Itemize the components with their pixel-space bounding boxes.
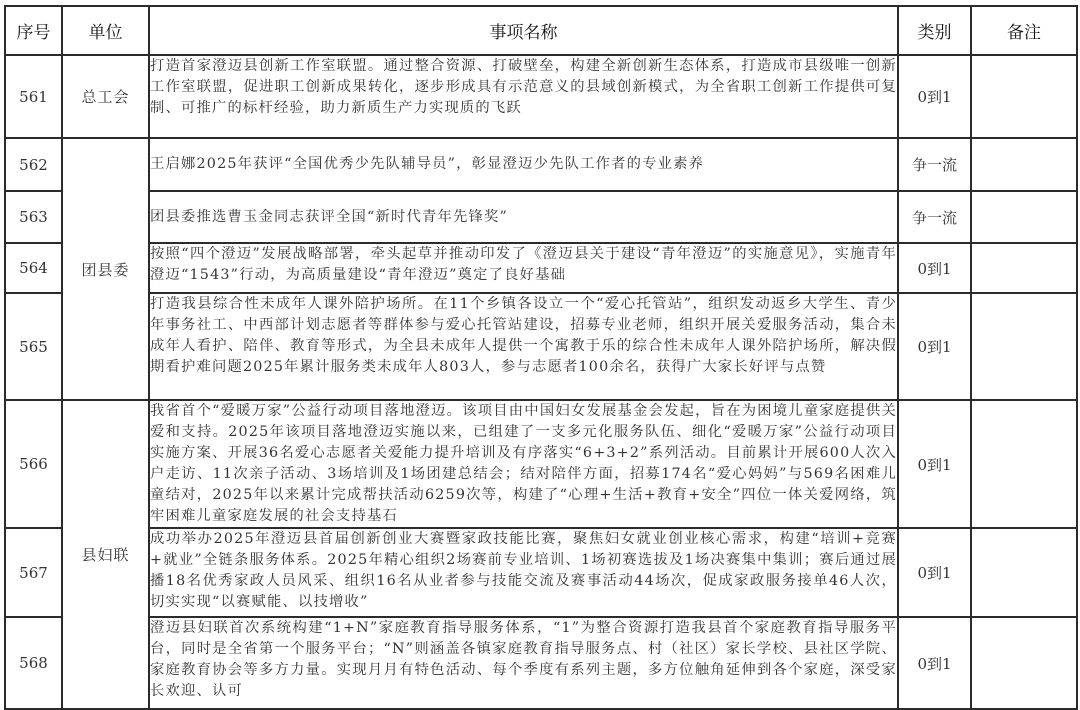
row-item: 团县委推选曹玉金同志获评全国“新时代青年先锋奖” <box>149 191 898 243</box>
header-index: 序号 <box>5 6 62 55</box>
row-category: 争一流 <box>898 138 971 191</box>
row-note <box>971 617 1077 709</box>
header-unit: 单位 <box>62 6 149 55</box>
table-row <box>5 138 1077 191</box>
table-row <box>5 293 1077 400</box>
table-row <box>5 617 1077 709</box>
row-index: 562 <box>5 138 62 191</box>
row-unit-merged: 县妇联 <box>62 400 149 709</box>
row-index: 564 <box>5 243 62 293</box>
row-note <box>971 528 1077 617</box>
row-note <box>971 55 1077 138</box>
table-row <box>5 191 1077 243</box>
header-row <box>5 6 1077 55</box>
row-category: 0到1 <box>898 528 971 617</box>
header-note: 备注 <box>971 6 1077 55</box>
row-item: 按照“四个澄迈”发展战略部署，牵头起草并推动印发了《澄迈县关于建设“青年澄迈”的实施意见》，实施青年澄迈“1543”行动，为高质量建设“青年澄迈”奠定了良好基础 <box>149 243 898 293</box>
table-row <box>5 400 1077 528</box>
row-category: 0到1 <box>898 293 971 400</box>
row-note <box>971 293 1077 400</box>
row-item: 打造我县综合性未成年人课外陪护场所。在11个乡镇各设立一个“爱心托管站”，组织发动返乡大学生、青少年事务社工、中西部计划志愿者等群体参与爱心托管站建设，招募专业老师，组织开展关爱服务活动，集合未成年人看护、陪伴、教育等形式，为全县未成年人提供一个寓教于乐的综合性未成年人课外陪护场所，解决假期看护难问题2025年累计服务类未成年人803人，参与志愿者100余名，获得广大家长好评与点赞 <box>149 293 898 400</box>
row-index: 567 <box>5 528 62 617</box>
row-index: 566 <box>5 400 62 528</box>
row-item: 我省首个“爱暖万家”公益行动项目落地澄迈。该项目由中国妇女发展基金会发起，旨在为困境儿童家庭提供关爱和支持。2025年该项目落地澄迈实施以来，已组建了一支多元化服务队伍、细化“爱暖万家”公益行动项目实施方案、开展36名爱心志愿者关爱能力提升培训及有序落实“6+3+2”系列活动。目前累计开展600人次入户走访、11次亲子活动、3场培训及1场团建总结会；结对陪伴方面，招募174名“爱心妈妈”与569名困难儿童结对，2025年以来累计完成帮扶活动6259次等，构建了“心理+生活+教育+安全”四位一体关爱网络，筑牢困难儿童家庭发展的社会支持基石 <box>149 400 898 528</box>
row-unit: 总工会 <box>62 55 149 138</box>
row-index: 561 <box>5 55 62 138</box>
table-row <box>5 528 1077 617</box>
table-row <box>5 55 1077 138</box>
row-item: 澄迈县妇联首次系统构建“1+N”家庭教育指导服务体系，“1”为整合资源打造我县首个家庭教育指导服务平台，同时是全省第一个服务平台；“N”则涵盖各镇家庭教育指导服务点、村（社区）家长学校、县社区学院、家庭教育协会等多方力量。实现月月有特色活动、每个季度有系列主题，多方位触角延伸到各个家庭，深受家长欢迎、认可 <box>149 617 898 709</box>
row-category: 0到1 <box>898 400 971 528</box>
row-category: 0到1 <box>898 55 971 138</box>
row-note <box>971 400 1077 528</box>
header-category: 类别 <box>898 6 971 55</box>
row-category: 争一流 <box>898 191 971 243</box>
row-unit-merged: 团县委 <box>62 138 149 400</box>
table-row <box>5 243 1077 293</box>
header-item: 事项名称 <box>149 6 898 55</box>
items-table <box>4 5 1078 710</box>
row-category: 0到1 <box>898 617 971 709</box>
row-note <box>971 191 1077 243</box>
row-item: 成功举办2025年澄迈县首届创新创业大赛暨家政技能比赛，聚焦妇女就业创业核心需求，构建“培训+竞赛+就业”全链条服务体系。2025年精心组织2场赛前专业培训、1场初赛选拔及1场决赛集中集训；赛后通过展播18名优秀家政人员风采、组织16名从业者参与技能交流及赛事活动44场次，促成家政服务接单46人次，切实实现“以赛赋能、以技增收” <box>149 528 898 617</box>
row-item: 王启娜2025年获评“全国优秀少先队辅导员”，彰显澄迈少先队工作者的专业素养 <box>149 138 898 191</box>
row-category: 0到1 <box>898 243 971 293</box>
row-note <box>971 138 1077 191</box>
row-index: 563 <box>5 191 62 243</box>
row-index: 568 <box>5 617 62 709</box>
row-item: 打造首家澄迈县创新工作室联盟。通过整合资源、打破壁垒，构建全新创新生态体系，打造成市县级唯一创新工作室联盟，促进职工创新成果转化，逐步形成具有示范意义的县域创新模式，为全省职工创新工作提供可复制、可推广的标杆经验，助力新质生产力实现质的飞跃 <box>149 55 898 138</box>
row-index: 565 <box>5 293 62 400</box>
row-note <box>971 243 1077 293</box>
